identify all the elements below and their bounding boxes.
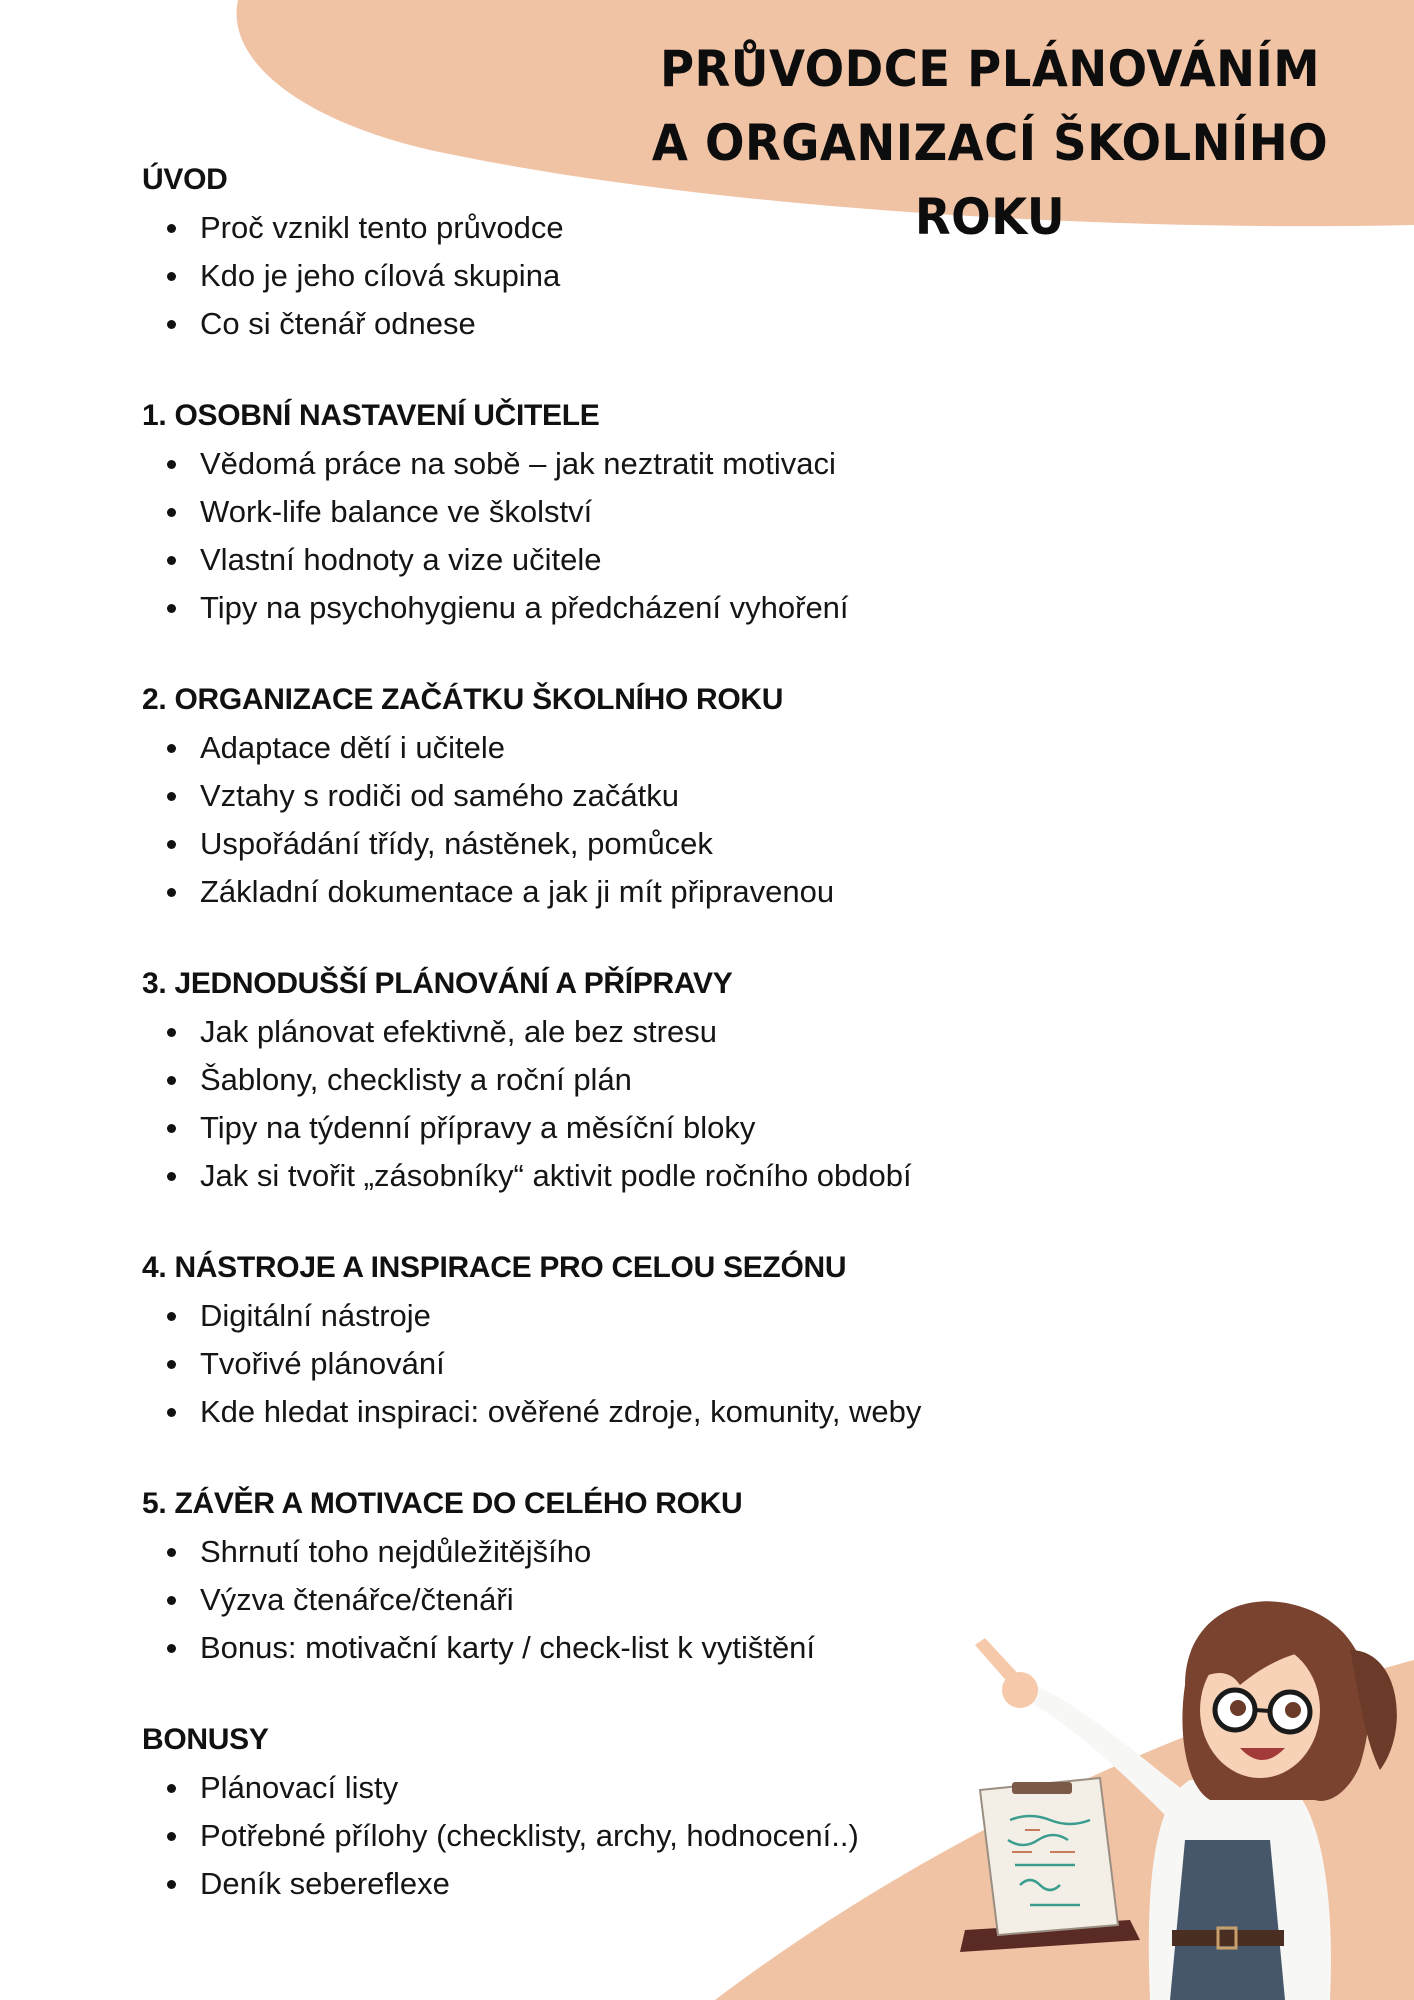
section-items	[142, 724, 1042, 916]
list-item: Bonus: motivační karty / check-list k vytištění	[142, 1624, 1042, 1672]
list-item: Základní dokumentace a jak ji mít připravenou	[142, 868, 1042, 916]
list-item: Jak si tvořit „zásobníky“ aktivit podle ročního období	[142, 1152, 1042, 1200]
section-5	[142, 1484, 1042, 1672]
list-item: Vlastní hodnoty a vize učitele	[142, 536, 1042, 584]
list-item: Tvořivé plánování	[142, 1340, 1042, 1388]
right-eye	[1285, 1702, 1301, 1718]
section-bonus	[142, 1720, 1042, 1908]
page-title-line-1: PRŮVODCE PLÁNOVÁNÍM	[659, 40, 1321, 98]
section-heading: 2. ORGANIZACE ZAČÁTKU ŠKOLNÍHO ROKU	[142, 683, 784, 716]
section-items	[142, 1008, 1042, 1200]
section-heading: 1. OSOBNÍ NASTAVENÍ UČITELE	[142, 399, 600, 432]
list-item: Potřebné přílohy (checklisty, archy, hodnocení..)	[142, 1812, 1042, 1860]
list-item: Vztahy s rodiči od samého začátku	[142, 772, 1042, 820]
list-item: Co si čtenář odnese	[142, 300, 1042, 348]
section-heading: BONUSY	[142, 1723, 269, 1756]
section-intro	[142, 160, 1042, 348]
list-item: Kdo je jeho cílová skupina	[142, 252, 1042, 300]
section-items	[142, 440, 1042, 632]
list-item: Deník sebereflexe	[142, 1860, 1042, 1908]
section-heading: ÚVOD	[142, 163, 228, 196]
table-of-contents	[142, 160, 1042, 1956]
list-item: Shrnutí toho nejdůležitějšího	[142, 1528, 1042, 1576]
list-item: Tipy na týdenní přípravy a měsíční bloky	[142, 1104, 1042, 1152]
section-heading: 3. JEDNODUŠŠÍ PLÁNOVÁNÍ A PŘÍPRAVY	[142, 967, 733, 1000]
section-items	[142, 1764, 1042, 1908]
list-item: Jak plánovat efektivně, ale bez stresu	[142, 1008, 1042, 1056]
list-item: Proč vznikl tento průvodce	[142, 204, 1042, 252]
section-1	[142, 396, 1042, 632]
list-item: Výzva čtenářce/čtenáři	[142, 1576, 1042, 1624]
list-item: Kde hledat inspiraci: ověřené zdroje, komunity, weby	[142, 1388, 1042, 1436]
list-item: Work-life balance ve školství	[142, 488, 1042, 536]
section-items	[142, 1528, 1042, 1672]
left-eye	[1230, 1700, 1246, 1716]
glasses-bridge	[1255, 1710, 1270, 1711]
section-heading: 5. ZÁVĚR A MOTIVACE DO CELÉHO ROKU	[142, 1487, 743, 1520]
list-item: Plánovací listy	[142, 1764, 1042, 1812]
section-2	[142, 680, 1042, 916]
section-4	[142, 1248, 1042, 1436]
section-items	[142, 204, 1042, 348]
list-item: Digitální nástroje	[142, 1292, 1042, 1340]
list-item: Uspořádání třídy, nástěnek, pomůcek	[142, 820, 1042, 868]
section-3	[142, 964, 1042, 1200]
page-title-line-2: A ORGANIZACÍ ŠKOLNÍHO ROKU	[651, 114, 1329, 246]
teacher-belt	[1172, 1930, 1284, 1946]
list-item: Tipy na psychohygienu a předcházení vyhoření	[142, 584, 1042, 632]
section-heading: 4. NÁSTROJE A INSPIRACE PRO CELOU SEZÓNU	[142, 1251, 847, 1284]
section-items	[142, 1292, 1042, 1436]
list-item: Adaptace dětí i učitele	[142, 724, 1042, 772]
teacher-apron	[1170, 1840, 1285, 2000]
list-item: Vědomá práce na sobě – jak neztratit motivaci	[142, 440, 1042, 488]
list-item: Šablony, checklisty a roční plán	[142, 1056, 1042, 1104]
